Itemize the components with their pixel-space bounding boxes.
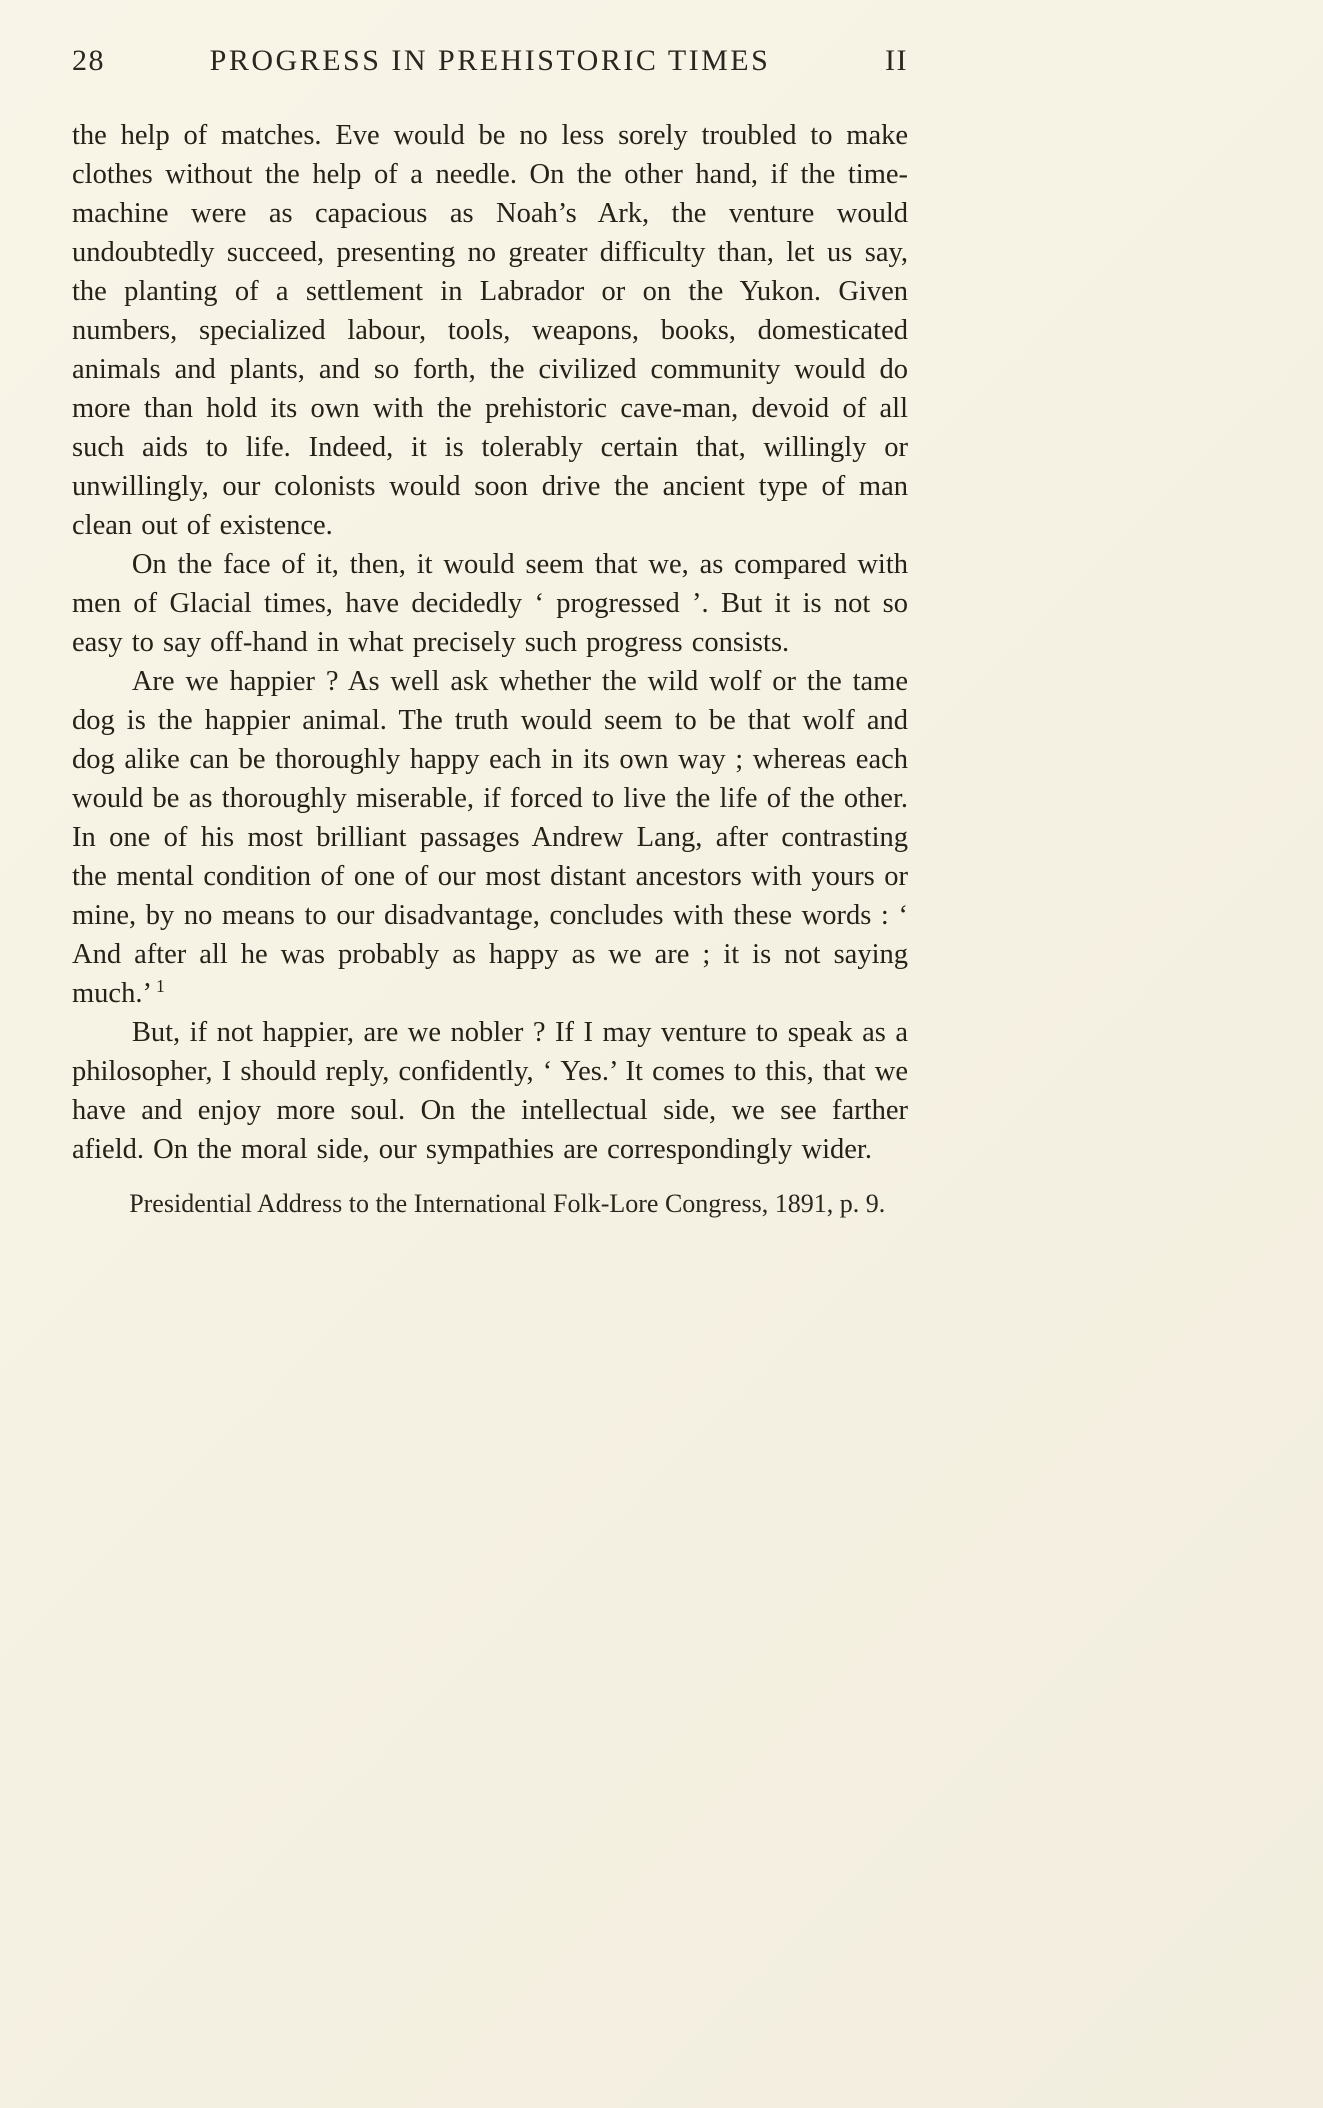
paragraph: But, if not happier, are we nobler ? If I may venture to speak as a philosopher, I should reply, confidently, ‘ Yes.’ It comes to this, that we have and enjoy more soul. On the intellectual side, we see farther afield. On the moral side, our sympathies are correspondingly wider. [72, 1017, 908, 1165]
paragraph [72, 662, 908, 1013]
paragraph: On the face of it, then, it would seem that we, as compared with men of Glacial times, have decidedly ‘ progressed ’. But it is not so easy to say off-hand in what precisely such progress consists. [72, 549, 908, 658]
page-header [72, 44, 908, 78]
footnote-text: Presidential Address to the International Folk-Lore Congress, 1891, p. 9. [129, 1189, 886, 1218]
footnote [72, 1185, 908, 1223]
page-body [72, 116, 908, 1169]
running-title: PROGRESS IN PREHISTORIC TIMES [209, 44, 771, 77]
text-block [72, 44, 908, 1223]
paragraph-continuation: the help of matches. Eve would be no less sorely troubled to make clothes without the help of a needle. On the other hand, if the time-machine were as capacious as Noah’s Ark, the venture would undoubtedly succeed, presenting no greater difficulty than, let us say, the planting of a settlement in Labrador or on the Yukon. Given numbers, specialized labour, tools, weapons, books, domesticated animals and plants, and so forth, the civilized community would do more than hold its own with the prehistoric cave-man, devoid of all such aids to life. Indeed, it is tolerably certain that, willingly or unwillingly, our colonists would soon drive the ancient type of man clean out of existence. [72, 120, 908, 541]
paragraph-text: Are we happier ? As well ask whether the wild wolf or the tame dog is the happier animal. The truth would seem to be that wolf and dog alike can be thoroughly happy each in its own way ; whereas each would be as thoroughly miserable, if forced to live the life of the other. In one of his most brilliant passages Andrew Lang, after contrasting the mental condition of one of our most distant ancestors with yours or mine, by no means to our disadvantage, concludes with these words : ‘ And after all he was probably as happy as we are ; it is not saying much.’ [72, 666, 908, 1009]
page-number: 28 [72, 44, 105, 77]
chapter-numeral: II [885, 44, 908, 77]
footnote-reference: 1 [155, 975, 165, 996]
